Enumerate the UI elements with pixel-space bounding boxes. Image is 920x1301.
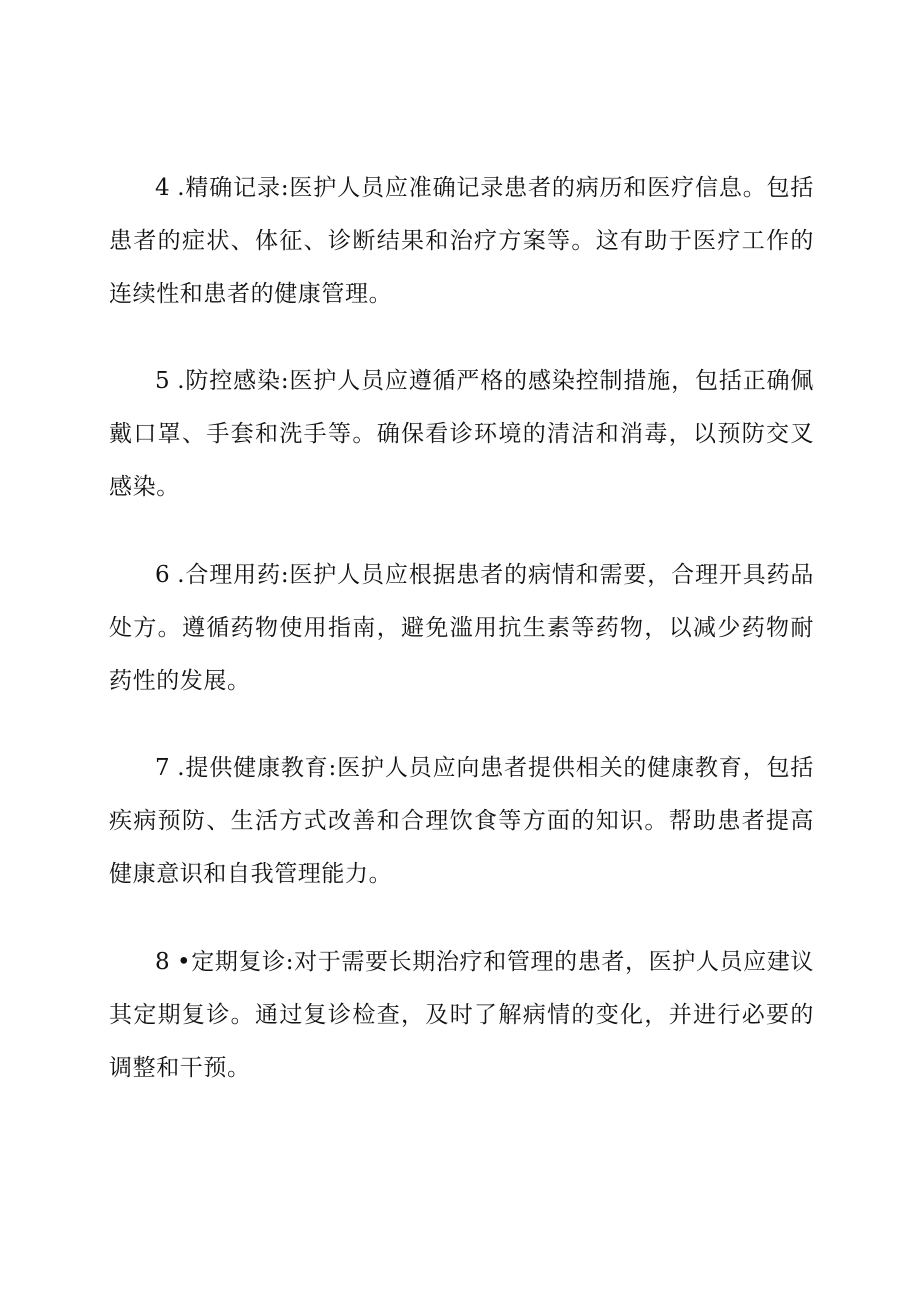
item-body: 对于需要长期治疗和管理的患者，医护人员应建议其定期复诊。通过复诊检查，及时了解病情的变化，并进行必要的调整和干预。 [109, 949, 815, 1081]
item-separator: . [177, 175, 186, 201]
item-title: 提供健康教育: [185, 755, 337, 781]
item-body: 医护人员应向患者提供相关的健康教育，包括疾病预防、生活方式改善和合理饮食等方面的知识。帮助患者提高健康意识和自我管理能力。 [109, 755, 815, 887]
list-item-regular-followup [109, 936, 814, 1095]
item-number: 5 [155, 368, 170, 394]
item-number: 8 [155, 949, 170, 975]
item-body: 医护人员应准确记录患者的病历和医疗信息。包括患者的症状、体征、诊断结果和治疗方案等。这有助于医疗工作的连续性和患者的健康管理。 [109, 175, 815, 307]
item-body: 医护人员应根据患者的病情和需要，合理开具药品处方。遵循药物使用指南，避免滥用抗生素等药物，以减少药物耐药性的发展。 [109, 562, 815, 694]
item-number: 7 [155, 755, 170, 781]
item-number: 6 [155, 562, 170, 588]
item-title: 合理用药: [185, 562, 290, 588]
list-item-infection-control [109, 355, 814, 514]
list-item-health-education [109, 742, 814, 901]
item-title: 防控感染: [185, 368, 290, 394]
item-separator: . [177, 368, 186, 394]
item-separator: . [177, 755, 186, 781]
item-separator: . [177, 562, 186, 588]
item-title: 精确记录: [185, 175, 290, 201]
item-separator: • [177, 949, 192, 975]
item-title: 定期复诊: [191, 949, 295, 975]
item-number: 4 [155, 175, 170, 201]
item-body: 医护人员应遵循严格的感染控制措施，包括正确佩戴口罩、手套和洗手等。确保看诊环境的清洁和消毒，以预防交叉感染。 [109, 368, 815, 500]
list-item-precise-records [109, 162, 814, 321]
list-item-rational-medication [109, 549, 814, 708]
